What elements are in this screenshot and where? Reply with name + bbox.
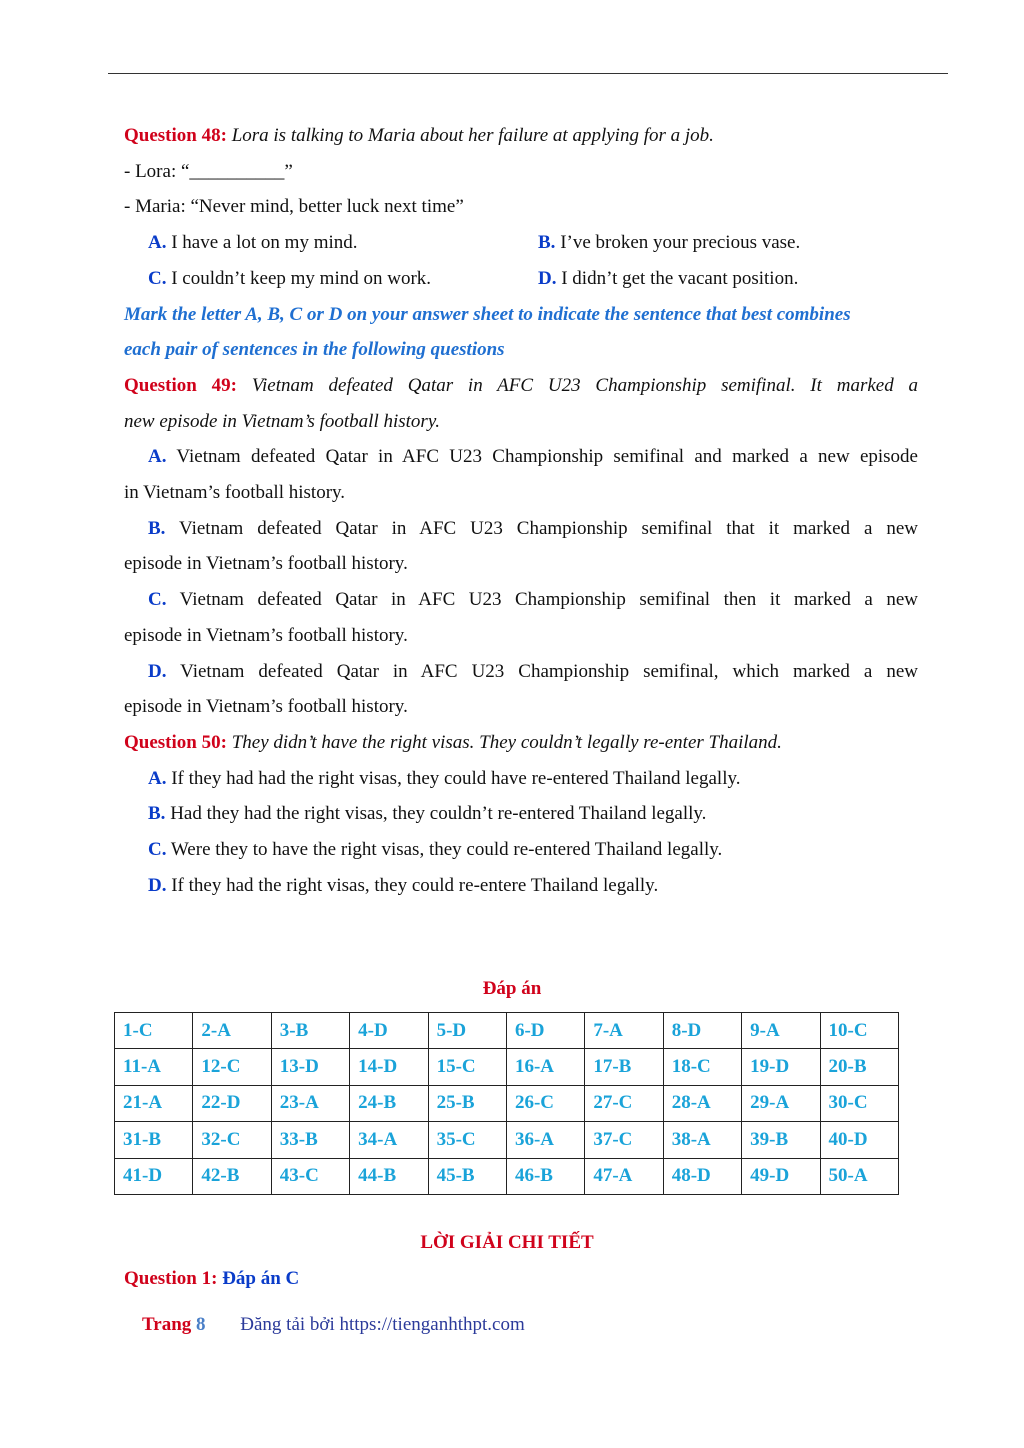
answer-cell: 21-A xyxy=(115,1085,193,1121)
option-letter: C. xyxy=(148,267,167,289)
solution-question-1 xyxy=(124,1268,299,1290)
option-48-b[interactable] xyxy=(538,225,800,261)
answer-cell: 41-D xyxy=(115,1158,193,1194)
dialogue-lora: - Lora: “__________” xyxy=(124,160,293,182)
section-instruction-line-1: Mark the letter A, B, C or D on your answer sheet to indicate the sentence that best combines xyxy=(124,303,851,325)
option-letter: D. xyxy=(148,874,167,896)
question-50 xyxy=(124,725,918,761)
detailed-solution-title: LỜI GIẢI CHI TIẾT xyxy=(420,1232,594,1253)
answer-cell: 27-C xyxy=(585,1085,663,1121)
page-number: 8 xyxy=(196,1314,206,1335)
answer-cell: 11-A xyxy=(115,1049,193,1085)
question-49-prompt-cont: new episode in Vietnam’s football history. xyxy=(124,410,440,432)
answer-cell: 24-B xyxy=(350,1085,428,1121)
option-text: Vietnam defeated Qatar in AFC U23 Championship semifinal and marked a new episode xyxy=(166,446,918,468)
option-text-cont: episode in Vietnam’s football history. xyxy=(124,624,408,646)
answer-cell: 16-A xyxy=(506,1049,584,1085)
answer-cell: 13-D xyxy=(271,1049,349,1085)
answer-row xyxy=(115,1122,899,1158)
page-footer xyxy=(142,1314,525,1336)
question-49-label: Question 49: xyxy=(124,374,237,396)
option-50-b[interactable] xyxy=(124,796,918,832)
answer-cell: 4-D xyxy=(350,1013,428,1049)
option-text: I’ve broken your precious vase. xyxy=(555,232,801,254)
answer-cell: 32-C xyxy=(193,1122,271,1158)
option-49-a[interactable] xyxy=(124,439,918,510)
answer-cell: 8-D xyxy=(663,1013,741,1049)
answer-cell: 9-A xyxy=(742,1013,820,1049)
answer-cell: 26-C xyxy=(506,1085,584,1121)
answer-cell: 42-B xyxy=(193,1158,271,1194)
option-text: Vietnam defeated Qatar in AFC U23 Championship semifinal, which marked a new xyxy=(166,660,918,682)
answer-cell: 6-D xyxy=(506,1013,584,1049)
answer-cell: 15-C xyxy=(428,1049,506,1085)
answer-cell: 34-A xyxy=(350,1122,428,1158)
answer-cell: 19-D xyxy=(742,1049,820,1085)
answer-cell: 35-C xyxy=(428,1122,506,1158)
option-50-a[interactable] xyxy=(124,761,918,797)
question-48-options-row-2 xyxy=(124,261,918,297)
answer-cell: 20-B xyxy=(820,1049,898,1085)
answer-row xyxy=(115,1013,899,1049)
answer-cell: 50-A xyxy=(820,1158,898,1194)
option-text-cont: episode in Vietnam’s football history. xyxy=(124,553,408,575)
answer-cell: 46-B xyxy=(506,1158,584,1194)
option-text: I couldn’t keep my mind on work. xyxy=(166,267,432,289)
answer-row xyxy=(115,1158,899,1194)
answer-cell: 1-C xyxy=(115,1013,193,1049)
section-instruction-line-2: each pair of sentences in the following questions xyxy=(124,339,505,361)
question-48 xyxy=(124,118,918,154)
answer-cell: 17-B xyxy=(585,1049,663,1085)
option-50-d[interactable] xyxy=(124,868,918,904)
answer-cell: 39-B xyxy=(742,1122,820,1158)
answer-cell: 38-A xyxy=(663,1122,741,1158)
header-rule xyxy=(108,73,948,74)
option-letter: D. xyxy=(538,267,557,289)
option-50-c[interactable] xyxy=(124,832,918,868)
solution-answer: Đáp án C xyxy=(222,1268,300,1289)
answer-cell: 18-C xyxy=(663,1049,741,1085)
question-49 xyxy=(124,368,918,404)
option-letter: A. xyxy=(148,767,167,789)
solution-question-label: Question 1: xyxy=(124,1268,218,1289)
option-48-a[interactable] xyxy=(124,225,538,261)
answer-cell: 33-B xyxy=(271,1122,349,1158)
question-48-label: Question 48: xyxy=(124,125,227,146)
option-text: Had they had the right visas, they couldn’t re-entered Thailand legally. xyxy=(165,803,707,825)
answer-cell: 25-B xyxy=(428,1085,506,1121)
question-50-label: Question 50: xyxy=(124,731,227,753)
option-text: I didn’t get the vacant position. xyxy=(556,267,799,289)
answer-cell: 30-C xyxy=(820,1085,898,1121)
option-letter: D. xyxy=(148,660,167,682)
answer-cell: 2-A xyxy=(193,1013,271,1049)
question-50-prompt: They didn’t have the right visas. They couldn’t legally re-enter Thailand. xyxy=(231,731,782,753)
answer-cell: 28-A xyxy=(663,1085,741,1121)
option-letter: A. xyxy=(148,232,167,254)
dialogue-maria: - Maria: “Never mind, better luck next time” xyxy=(124,196,464,218)
option-text: Were they to have the right visas, they could re-entered Thailand legally. xyxy=(166,839,723,861)
answer-cell: 5-D xyxy=(428,1013,506,1049)
answer-cell: 44-B xyxy=(350,1158,428,1194)
answer-row xyxy=(115,1049,899,1085)
option-letter: A. xyxy=(148,446,167,468)
answer-cell: 48-D xyxy=(663,1158,741,1194)
option-text-cont: in Vietnam’s football history. xyxy=(124,482,346,504)
answer-cell: 7-A xyxy=(585,1013,663,1049)
option-48-d[interactable] xyxy=(538,261,798,297)
answer-cell: 22-D xyxy=(193,1085,271,1121)
option-text-cont: episode in Vietnam’s football history. xyxy=(124,696,408,718)
option-letter: B. xyxy=(148,517,166,539)
question-49-prompt: Vietnam defeated Qatar in AFC U23 Championship semifinal. It marked a xyxy=(251,374,919,396)
answer-cell: 29-A xyxy=(742,1085,820,1121)
answer-cell: 10-C xyxy=(820,1013,898,1049)
answer-row xyxy=(115,1085,899,1121)
question-48-options-row-1 xyxy=(124,225,918,261)
option-text: Vietnam defeated Qatar in AFC U23 Championship semifinal that it marked a new xyxy=(165,517,918,539)
option-49-c[interactable] xyxy=(124,582,918,653)
option-letter: B. xyxy=(538,232,556,254)
answer-cell: 49-D xyxy=(742,1158,820,1194)
option-text: If they had had the right visas, they could have re-entered Thailand legally. xyxy=(166,767,741,789)
answer-cell: 45-B xyxy=(428,1158,506,1194)
answer-key-table xyxy=(114,1012,899,1195)
option-48-c[interactable] xyxy=(124,261,538,297)
option-letter: C. xyxy=(148,589,167,611)
answer-cell: 40-D xyxy=(820,1122,898,1158)
answer-cell: 23-A xyxy=(271,1085,349,1121)
page-label: Trang xyxy=(142,1314,192,1335)
option-49-d[interactable] xyxy=(124,654,918,725)
answer-cell: 36-A xyxy=(506,1122,584,1158)
answer-cell: 47-A xyxy=(585,1158,663,1194)
option-49-b[interactable] xyxy=(124,511,918,582)
option-text: I have a lot on my mind. xyxy=(166,232,358,254)
option-text: Vietnam defeated Qatar in AFC U23 Championship semifinal then it marked a new xyxy=(166,589,918,611)
answer-cell: 43-C xyxy=(271,1158,349,1194)
answer-cell: 12-C xyxy=(193,1049,271,1085)
option-text: If they had the right visas, they could re-entere Thailand legally. xyxy=(166,874,659,896)
question-48-prompt: Lora is talking to Maria about her failure at applying for a job. xyxy=(231,125,714,146)
option-letter: C. xyxy=(148,839,167,861)
option-letter: B. xyxy=(148,803,166,825)
answer-cell: 31-B xyxy=(115,1122,193,1158)
uploaded-by-link[interactable]: Đăng tải bởi https://tienganhthpt.com xyxy=(240,1314,525,1335)
answer-cell: 14-D xyxy=(350,1049,428,1085)
answer-cell: 3-B xyxy=(271,1013,349,1049)
page-content xyxy=(124,118,918,903)
answer-key-title: Đáp án xyxy=(482,978,542,999)
answer-cell: 37-C xyxy=(585,1122,663,1158)
